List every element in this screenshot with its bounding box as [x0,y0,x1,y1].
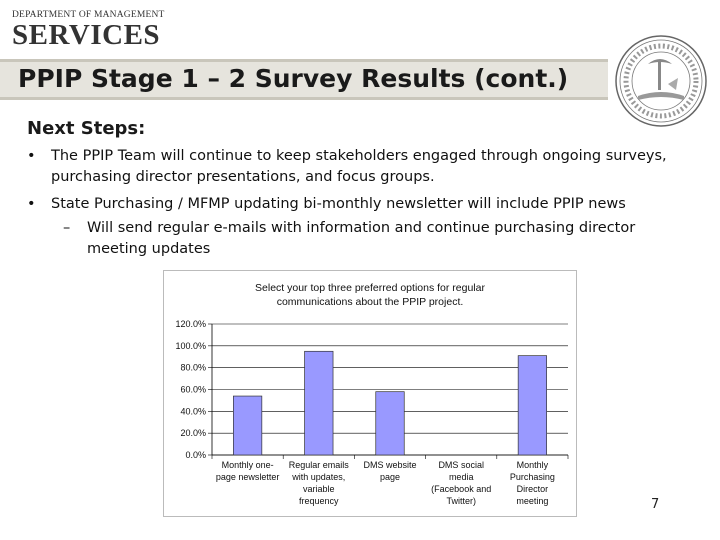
x-tick-label: Regular emails [288,460,349,470]
list-item [27,146,697,188]
bullet-text: State Purchasing / MFMP updating bi-monthly newsletter will include PPIP news [51,196,626,212]
chart-plot [164,271,578,518]
x-tick-label: DMS website [363,460,417,470]
bullet-marker: • [27,148,36,164]
y-tick-label: 100.0% [175,340,206,351]
logo-org-line: DEPARTMENT OF MANAGEMENT [12,10,165,20]
y-tick-label: 60.0% [180,384,206,395]
x-tick-label: with updates, [292,472,346,482]
y-tick-label: 0.0% [185,450,206,460]
x-tick-label: frequency [299,496,339,506]
y-tick-label: 120.0% [175,319,206,329]
bar [518,356,546,455]
dms-logo [12,10,165,51]
bullet-marker: • [27,196,36,212]
list-item [27,194,697,215]
x-tick-label: page [379,472,401,482]
x-tick-label: (Facebook and [431,484,492,494]
bar [233,396,261,455]
sub-bullet-text: Will send regular e-mails with information and continue purchasing director meeting updates [87,220,636,257]
x-tick-label: meeting [516,496,549,506]
y-tick-label: 40.0% [180,406,206,417]
sub-bullet-marker: – [63,220,71,236]
bullet-list [27,146,697,260]
bullet-text: The PPIP Team will continue to keep stakeholders engaged through ongoing surveys, purchasing director presentations, and focus groups. [51,148,667,185]
x-tick-label: Monthly [516,460,549,470]
chart-title-line: communications about the PPIP project. [276,296,464,308]
x-tick-label: media [448,472,474,482]
state-seal-icon [614,34,708,128]
page-number: 7 [651,497,660,512]
x-tick-label: Director [516,484,549,494]
next-steps-heading: Next Steps: [27,118,146,139]
y-tick-label: 80.0% [180,362,206,373]
x-tick-label: variable [303,484,335,494]
y-tick-label: 20.0% [180,428,206,439]
logo-org-name: SERVICES [12,19,161,51]
bar [376,392,404,455]
x-tick-label: Purchasing [509,472,555,482]
survey-chart [163,270,577,517]
x-tick-label: Twitter) [446,496,476,506]
bar [305,351,333,455]
title-bar [0,59,608,100]
x-tick-label: Monthly one- [221,460,274,470]
sub-list-item [27,218,697,260]
x-tick-label: DMS social [438,460,484,470]
slide-title: PPIP Stage 1 – 2 Survey Results (cont.) [18,64,569,93]
chart-title-line: Select your top three preferred options for regular [255,282,485,294]
x-tick-label: page newsletter [215,472,280,482]
